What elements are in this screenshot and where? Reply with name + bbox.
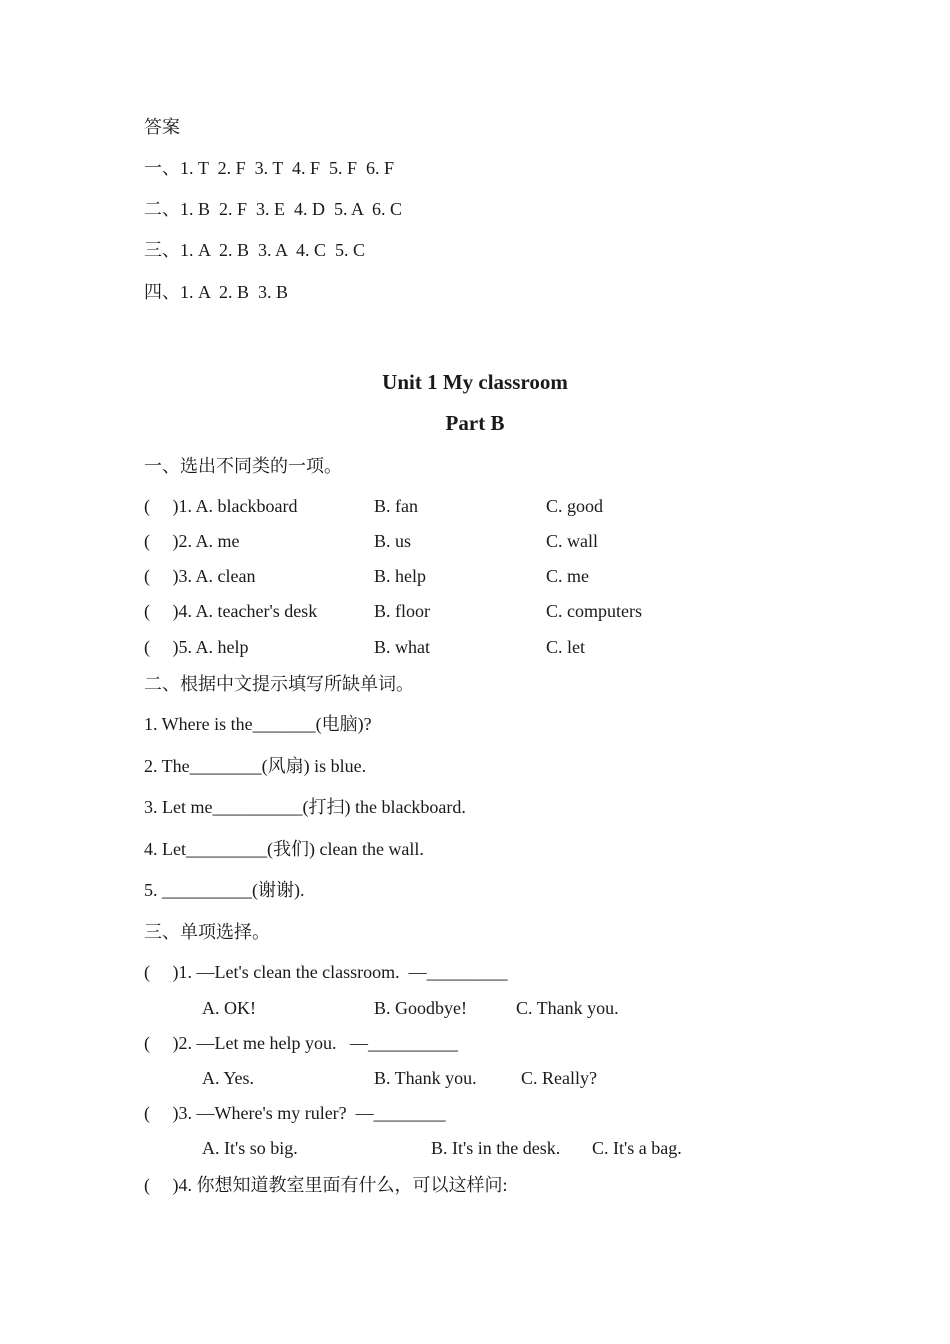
option-c: C. let	[546, 637, 585, 657]
option-c: C. It's a bag.	[592, 1138, 682, 1158]
option-b: B. fan	[374, 496, 418, 516]
question-stem: ( )4. 你想知道教室里面有什么，可以这样问:	[144, 1175, 508, 1195]
option-b: B. It's in the desk.	[431, 1138, 561, 1158]
fill-in-line: 5. __________(谢谢).	[144, 880, 305, 900]
option-b: B. Goodbye!	[374, 998, 467, 1018]
answer-line: 四、1. A 2. B 3. B	[144, 282, 289, 302]
fill-in-line: 4. Let_________(我们) clean the wall.	[144, 839, 424, 859]
option-c: C. good	[546, 496, 604, 516]
option-c: C. Thank you.	[516, 998, 619, 1018]
answers-heading: 答案	[144, 117, 180, 137]
option-a: A. OK!	[202, 998, 256, 1018]
question-stem: ( )2. —Let me help you. —__________	[144, 1033, 458, 1053]
question-stem: ( )4. A. teacher's desk	[144, 601, 318, 621]
answer-line: 一、1. T 2. F 3. T 4. F 5. F 6. F	[144, 158, 395, 178]
question-stem: ( )1. —Let's clean the classroom. —_________	[144, 962, 508, 982]
option-b: B. help	[374, 566, 426, 586]
question-stem: ( )3. —Where's my ruler? —________	[144, 1103, 446, 1123]
part-title: Part B	[445, 411, 505, 435]
option-a: A. It's so big.	[202, 1138, 298, 1158]
question-stem: ( )3. A. clean	[144, 566, 256, 586]
option-b: B. us	[374, 531, 412, 551]
answer-line: 三、1. A 2. B 3. A 4. C 5. C	[144, 240, 366, 260]
section-heading: 二、根据中文提示填写所缺单词。	[144, 674, 414, 694]
option-c: C. Really?	[521, 1068, 597, 1088]
option-b: B. floor	[374, 601, 430, 621]
section-heading: 三、单项选择。	[144, 922, 270, 942]
section-heading: 一、选出不同类的一项。	[144, 456, 342, 476]
question-stem: ( )1. A. blackboard	[144, 496, 298, 516]
option-c: C. me	[546, 566, 589, 586]
fill-in-line: 3. Let me__________(打扫) the blackboard.	[144, 797, 466, 817]
option-c: C. computers	[546, 601, 642, 621]
unit-title: Unit 1 My classroom	[382, 370, 568, 394]
answer-line: 二、1. B 2. F 3. E 4. D 5. A 6. C	[144, 199, 403, 219]
option-b: B. Thank you.	[374, 1068, 477, 1088]
option-b: B. what	[374, 637, 430, 657]
option-a: A. Yes.	[202, 1068, 255, 1088]
question-stem: ( )2. A. me	[144, 531, 240, 551]
fill-in-line: 1. Where is the_______(电脑)?	[144, 714, 372, 734]
fill-in-line: 2. The________(风扇) is blue.	[144, 756, 367, 776]
option-c: C. wall	[546, 531, 598, 551]
question-stem: ( )5. A. help	[144, 637, 249, 657]
